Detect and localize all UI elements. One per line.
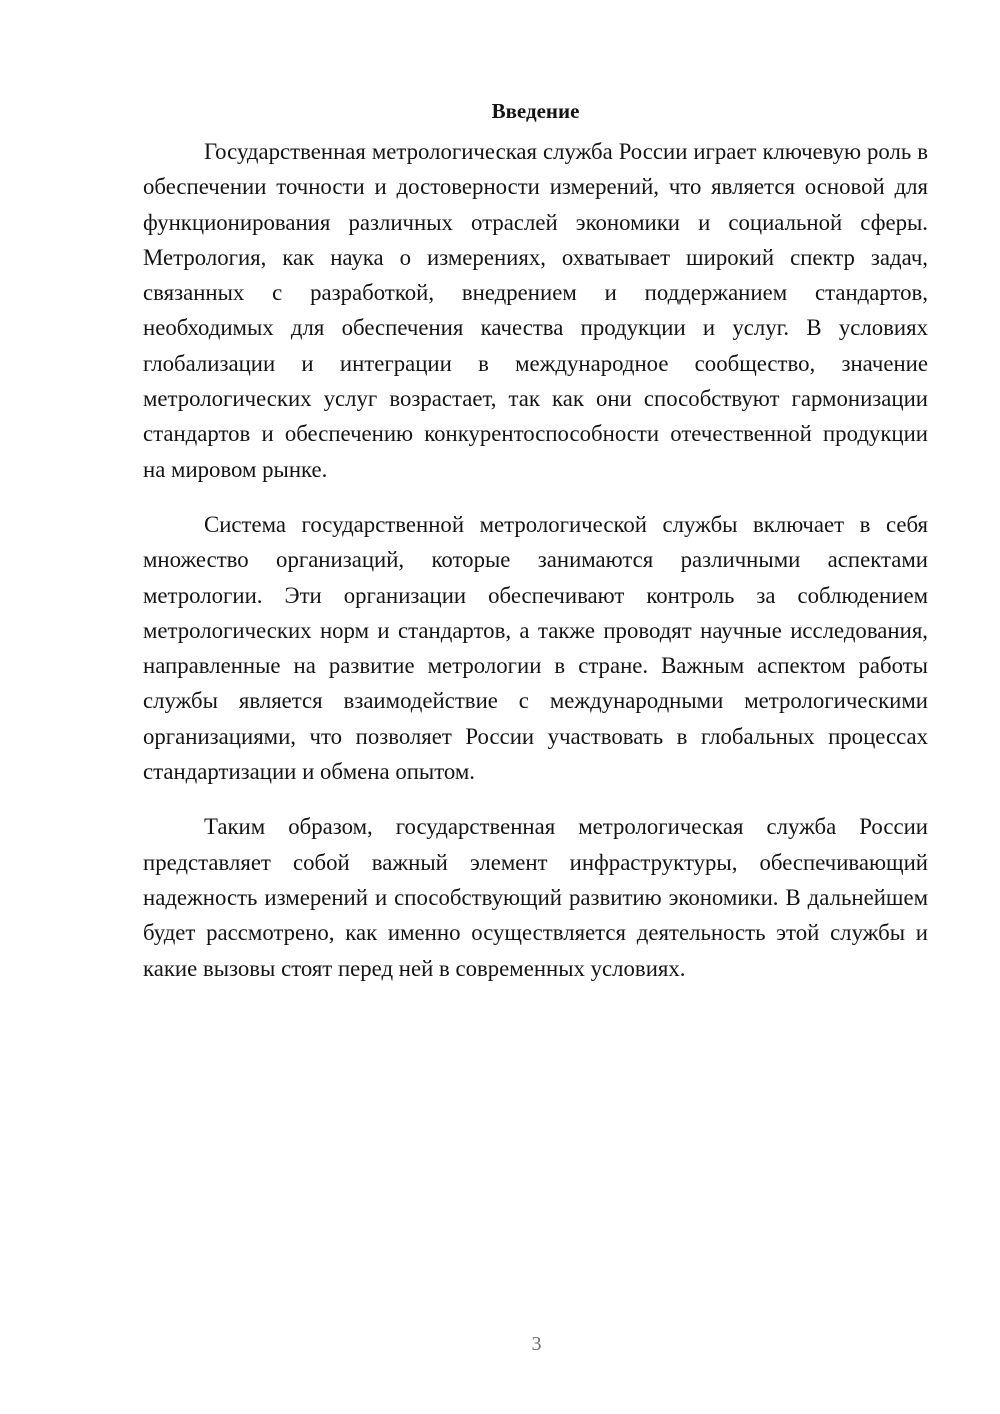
page-content (143, 94, 928, 1006)
paragraph-1: Государственная метрологическая служба России играет ключевую роль в обеспечении точности и достоверности измерений, что является основой для функционирования различных отраслей экономики и социальной сферы. Метрология, как наука о измерениях, охватывает широкий спектр задач, связанных с разработкой, внедрением и поддержанием стандартов, необходимых для обеспечения качества продукции и услуг. В условиях глобализации и интеграции в международное сообщество, значение метрологических услуг возрастает, так как они способствуют гармонизации стандартов и обеспечению конкурентоспособности отечественной продукции на мировом рынке. (143, 139, 928, 482)
page-number: 3 (531, 1333, 542, 1355)
paragraph-3: Таким образом, государственная метрологическая служба России представляет собой важный элемент инфраструктуры, обеспечивающий надежность измерений и способствующий развитию экономики. В дальнейшем будет рассмотрено, как именно осуществляется деятельность этой службы и какие вызовы стоят перед ней в современных условиях. (143, 814, 928, 981)
section-heading: Введение (491, 99, 580, 123)
paragraph-2: Система государственной метрологической службы включает в себя множество организаций, которые занимаются различными аспектами метрологии. Эти организации обеспечивают контроль за соблюдением метрологических норм и стандартов, а также проводят научные исследования, направленные на развитие метрологии в стране. Важным аспектом работы службы является взаимодействие с международными метрологическими организациями, что позволяет России участвовать в глобальных процессах стандартизации и обмена опытом. (143, 511, 928, 785)
